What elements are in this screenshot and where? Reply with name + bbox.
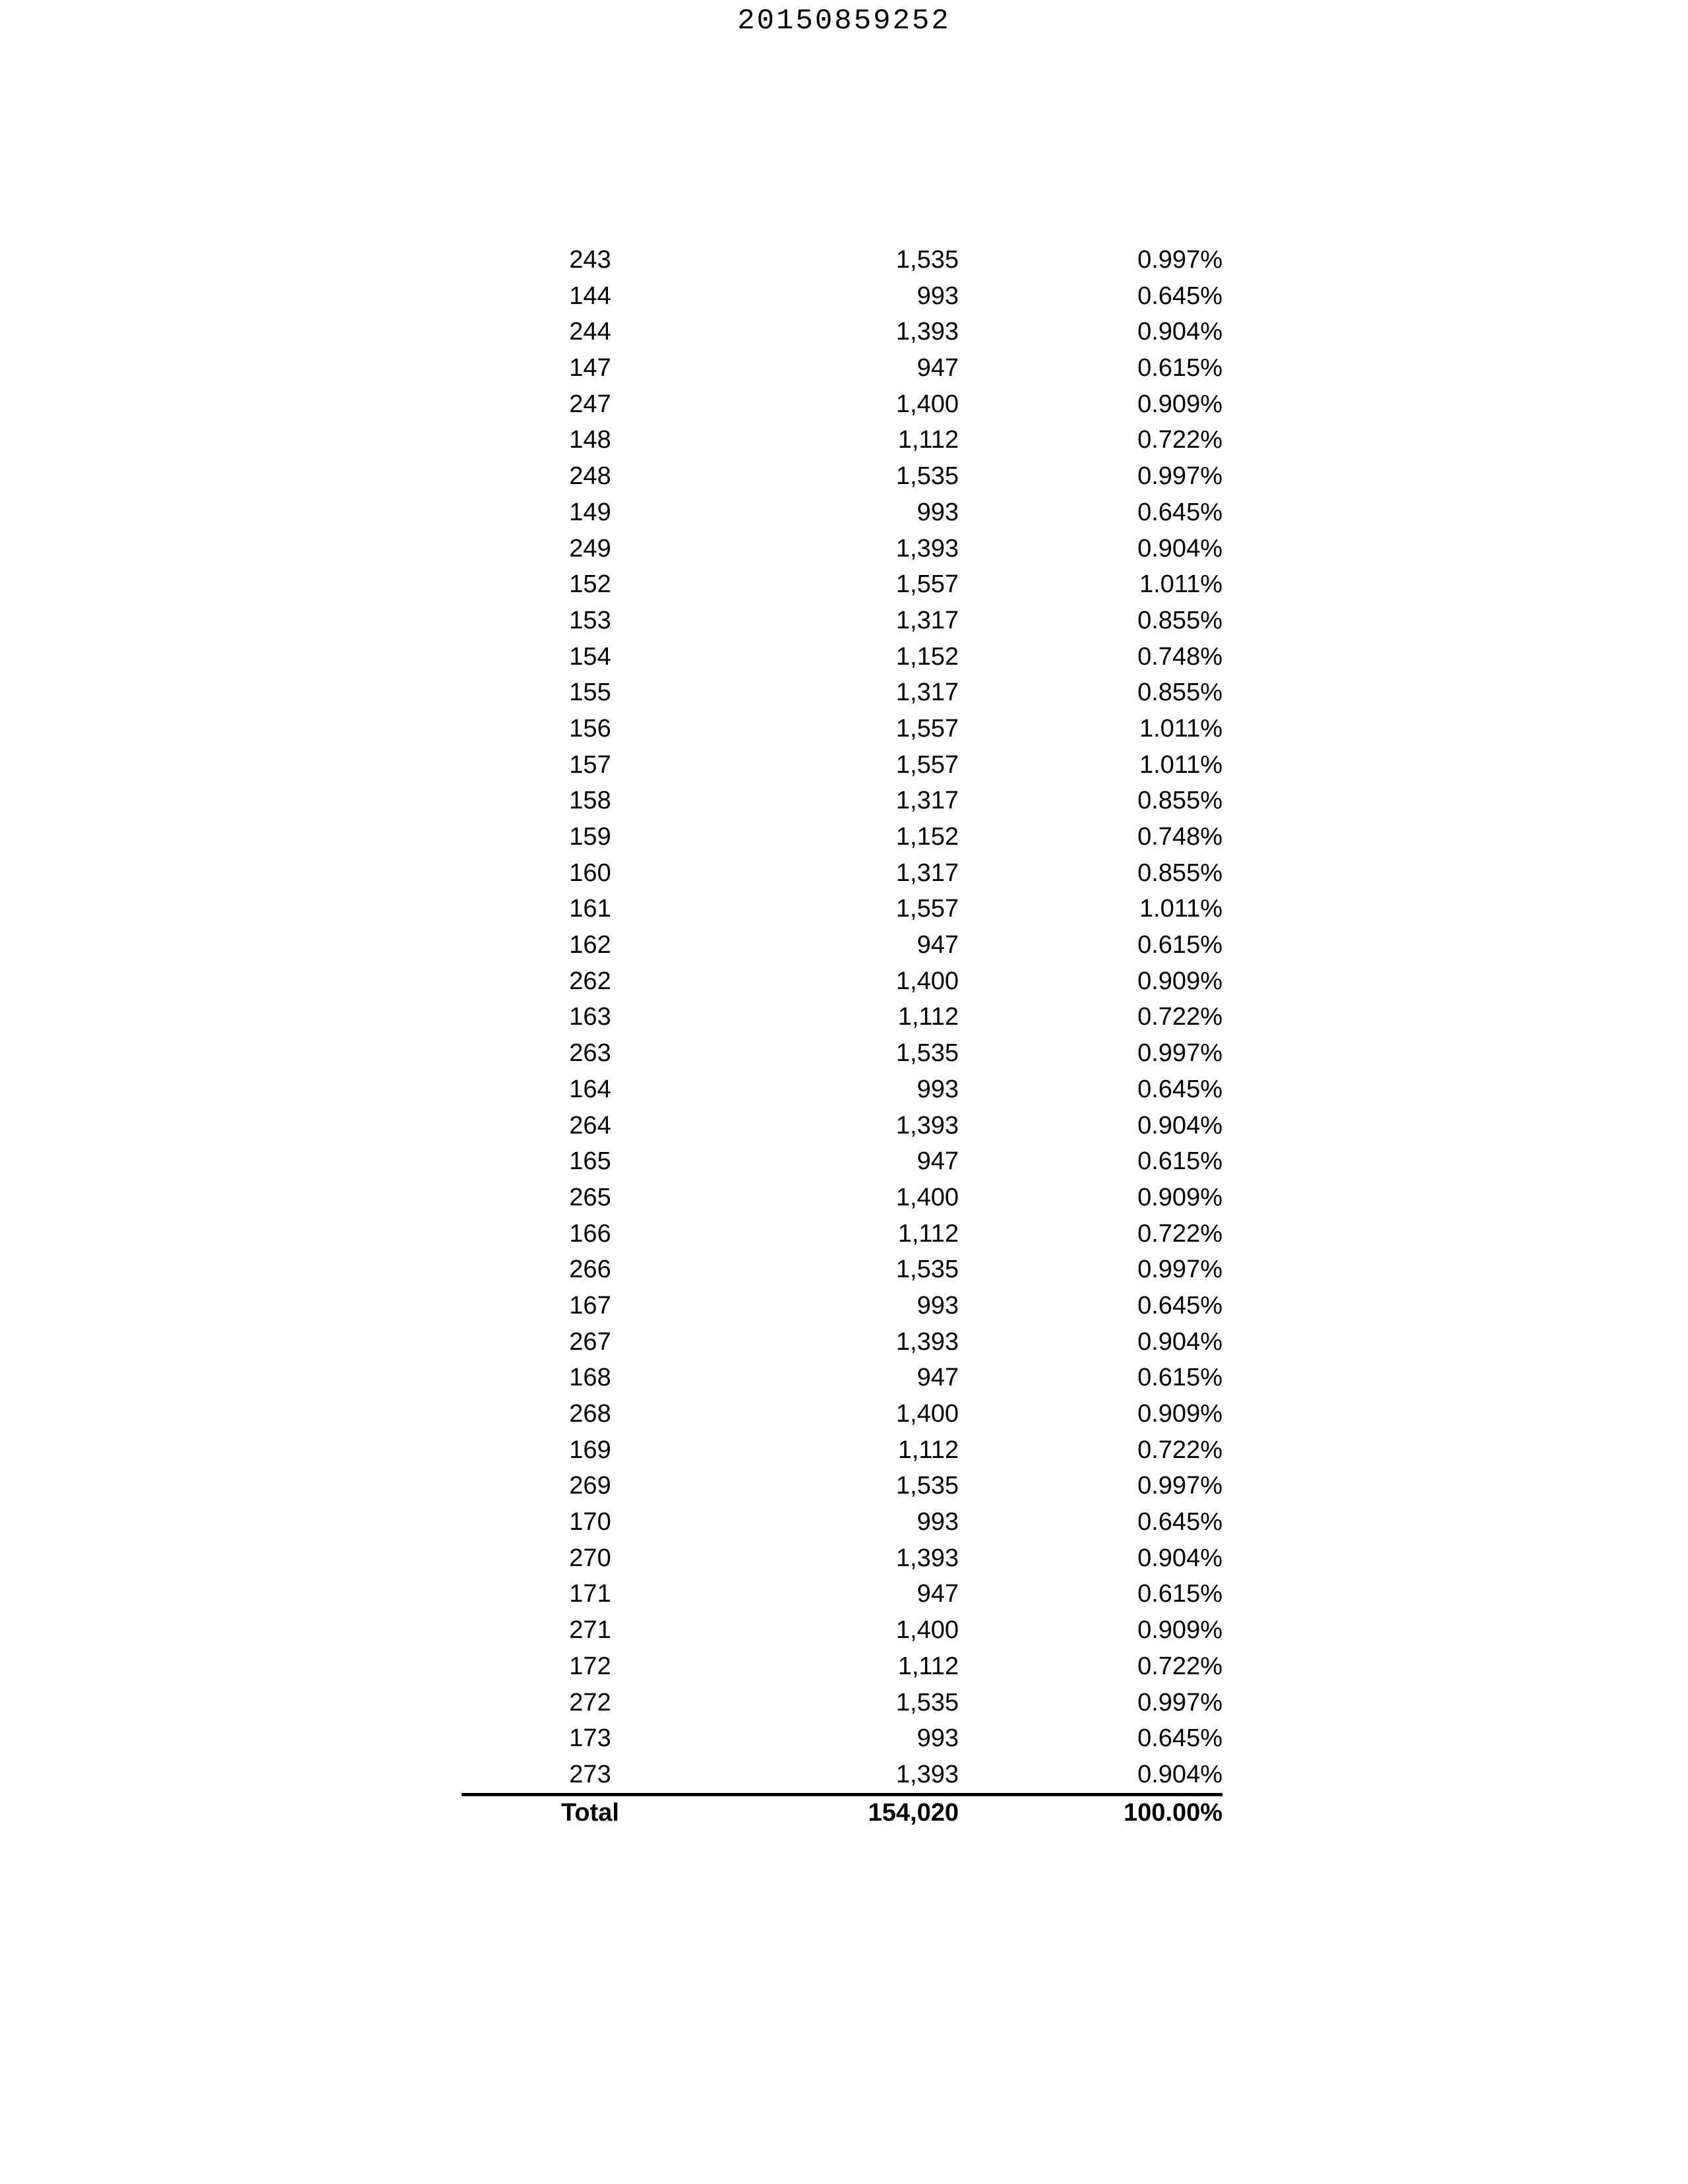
row-value: 1,400 bbox=[895, 1400, 959, 1428]
row-percent: 0.997% bbox=[1137, 246, 1222, 274]
row-percent: 0.722% bbox=[1137, 426, 1222, 454]
row-id: 269 bbox=[569, 1472, 611, 1500]
row-id: 266 bbox=[569, 1256, 611, 1284]
row-value: 1,112 bbox=[897, 1436, 959, 1464]
row-percent: 0.904% bbox=[1137, 1544, 1222, 1572]
row-percent: 0.645% bbox=[1137, 1724, 1222, 1753]
row-value: 1,317 bbox=[895, 679, 959, 707]
row-id: 249 bbox=[569, 534, 611, 562]
row-percent: 0.722% bbox=[1137, 1436, 1222, 1464]
row-percent: 0.722% bbox=[1137, 1652, 1222, 1680]
row-percent: 0.645% bbox=[1137, 1291, 1222, 1320]
row-id: 155 bbox=[569, 679, 611, 707]
row-value: 1,152 bbox=[895, 642, 959, 671]
row-value: 1,535 bbox=[895, 462, 959, 491]
table-row bbox=[462, 458, 1222, 495]
row-id: 157 bbox=[569, 750, 611, 779]
row-id: 152 bbox=[569, 570, 611, 599]
row-percent: 0.855% bbox=[1137, 606, 1222, 634]
row-id: 164 bbox=[569, 1075, 611, 1103]
row-percent: 0.997% bbox=[1137, 1688, 1222, 1716]
row-percent: 0.909% bbox=[1137, 1400, 1222, 1428]
table-row bbox=[462, 855, 1222, 892]
table-row bbox=[462, 1649, 1222, 1685]
row-id: 158 bbox=[569, 787, 611, 815]
row-percent: 1.011% bbox=[1139, 570, 1222, 599]
row-id: 173 bbox=[569, 1724, 611, 1753]
row-value: 1,152 bbox=[895, 823, 959, 851]
row-percent: 1.011% bbox=[1139, 714, 1222, 743]
row-id: 172 bbox=[569, 1652, 611, 1680]
row-value: 1,535 bbox=[895, 1472, 959, 1500]
row-percent: 0.748% bbox=[1137, 642, 1222, 671]
row-value: 1,557 bbox=[895, 714, 959, 743]
table-row bbox=[462, 1396, 1222, 1432]
total-value: 154,020 bbox=[868, 1798, 959, 1827]
row-percent: 0.645% bbox=[1137, 282, 1222, 310]
table-row bbox=[462, 1360, 1222, 1396]
row-id: 144 bbox=[569, 282, 611, 310]
row-percent: 0.722% bbox=[1137, 1219, 1222, 1248]
row-value: 1,400 bbox=[895, 967, 959, 995]
row-id: 243 bbox=[569, 246, 611, 274]
row-id: 262 bbox=[569, 967, 611, 995]
row-value: 1,393 bbox=[895, 1327, 959, 1356]
row-value: 1,317 bbox=[895, 787, 959, 815]
table-row bbox=[462, 495, 1222, 531]
row-id: 265 bbox=[569, 1183, 611, 1211]
row-id: 166 bbox=[569, 1219, 611, 1248]
row-value: 1,535 bbox=[895, 246, 959, 274]
row-value: 1,393 bbox=[895, 1544, 959, 1572]
table-row bbox=[462, 1252, 1222, 1288]
row-value: 1,112 bbox=[897, 426, 959, 454]
row-value: 1,112 bbox=[897, 1003, 959, 1031]
total-label: Total bbox=[561, 1798, 619, 1827]
table-row bbox=[462, 242, 1222, 278]
table-row bbox=[462, 566, 1222, 603]
table-row bbox=[462, 314, 1222, 350]
row-id: 160 bbox=[569, 859, 611, 887]
row-id: 168 bbox=[569, 1364, 611, 1392]
row-id: 149 bbox=[569, 498, 611, 526]
row-id: 163 bbox=[569, 1003, 611, 1031]
row-percent: 0.904% bbox=[1137, 1327, 1222, 1356]
row-value: 993 bbox=[917, 282, 959, 310]
table-row bbox=[462, 1108, 1222, 1144]
row-id: 270 bbox=[569, 1544, 611, 1572]
row-id: 273 bbox=[569, 1760, 611, 1788]
table-row bbox=[462, 1576, 1222, 1612]
row-value: 947 bbox=[917, 1580, 959, 1608]
row-id: 169 bbox=[569, 1436, 611, 1464]
row-id: 162 bbox=[569, 931, 611, 959]
allocation-table bbox=[462, 242, 1222, 1831]
table-row bbox=[462, 891, 1222, 927]
row-value: 1,557 bbox=[895, 750, 959, 779]
row-percent: 0.615% bbox=[1137, 354, 1222, 382]
total-row bbox=[462, 1793, 1222, 1831]
row-value: 1,112 bbox=[897, 1219, 959, 1248]
table-row bbox=[462, 819, 1222, 855]
row-percent: 0.855% bbox=[1137, 859, 1222, 887]
table-row bbox=[462, 999, 1222, 1035]
table-row bbox=[462, 422, 1222, 458]
row-value: 1,535 bbox=[895, 1256, 959, 1284]
row-percent: 1.011% bbox=[1139, 750, 1222, 779]
document-number: 20150859252 bbox=[737, 5, 951, 38]
row-id: 248 bbox=[569, 462, 611, 491]
row-percent: 0.615% bbox=[1137, 1364, 1222, 1392]
row-id: 159 bbox=[569, 823, 611, 851]
table-row bbox=[462, 639, 1222, 675]
row-percent: 0.855% bbox=[1137, 679, 1222, 707]
row-id: 272 bbox=[569, 1688, 611, 1716]
row-value: 1,317 bbox=[895, 606, 959, 634]
row-value: 993 bbox=[917, 498, 959, 526]
table-row bbox=[462, 531, 1222, 567]
table-row bbox=[462, 675, 1222, 711]
table-row bbox=[462, 386, 1222, 423]
row-value: 947 bbox=[917, 354, 959, 382]
row-value: 1,400 bbox=[895, 1183, 959, 1211]
row-percent: 0.997% bbox=[1137, 462, 1222, 491]
table-row bbox=[462, 1504, 1222, 1540]
row-percent: 0.904% bbox=[1137, 534, 1222, 562]
row-percent: 1.011% bbox=[1139, 895, 1222, 923]
row-percent: 0.722% bbox=[1137, 1003, 1222, 1031]
table-row bbox=[462, 1072, 1222, 1108]
row-id: 161 bbox=[569, 895, 611, 923]
row-value: 993 bbox=[917, 1075, 959, 1103]
row-id: 147 bbox=[569, 354, 611, 382]
row-percent: 0.645% bbox=[1137, 1508, 1222, 1536]
row-id: 154 bbox=[569, 642, 611, 671]
row-percent: 0.748% bbox=[1137, 823, 1222, 851]
row-id: 268 bbox=[569, 1400, 611, 1428]
row-value: 1,535 bbox=[895, 1039, 959, 1068]
row-value: 993 bbox=[917, 1508, 959, 1536]
table-row bbox=[462, 1035, 1222, 1072]
row-value: 947 bbox=[917, 931, 959, 959]
row-value: 1,393 bbox=[895, 534, 959, 562]
row-id: 165 bbox=[569, 1147, 611, 1176]
row-id: 171 bbox=[569, 1580, 611, 1608]
row-value: 1,393 bbox=[895, 1760, 959, 1788]
table-row bbox=[462, 350, 1222, 386]
table-row bbox=[462, 783, 1222, 819]
row-id: 170 bbox=[569, 1508, 611, 1536]
table-row bbox=[462, 603, 1222, 639]
row-percent: 0.645% bbox=[1137, 1075, 1222, 1103]
row-value: 947 bbox=[917, 1147, 959, 1176]
row-value: 1,400 bbox=[895, 1616, 959, 1645]
row-id: 167 bbox=[569, 1291, 611, 1320]
row-percent: 0.855% bbox=[1137, 787, 1222, 815]
row-id: 148 bbox=[569, 426, 611, 454]
row-value: 1,393 bbox=[895, 318, 959, 346]
row-percent: 0.997% bbox=[1137, 1256, 1222, 1284]
row-percent: 0.615% bbox=[1137, 931, 1222, 959]
row-percent: 0.904% bbox=[1137, 1760, 1222, 1788]
row-id: 244 bbox=[569, 318, 611, 346]
row-percent: 0.997% bbox=[1137, 1039, 1222, 1068]
row-percent: 0.909% bbox=[1137, 1183, 1222, 1211]
table-row bbox=[462, 1685, 1222, 1721]
table-row bbox=[462, 711, 1222, 747]
row-percent: 0.904% bbox=[1137, 318, 1222, 346]
row-value: 993 bbox=[917, 1291, 959, 1320]
row-percent: 0.615% bbox=[1137, 1580, 1222, 1608]
row-value: 947 bbox=[917, 1364, 959, 1392]
table-row bbox=[462, 1143, 1222, 1180]
table-row bbox=[462, 1612, 1222, 1649]
table-body bbox=[462, 242, 1222, 1793]
row-value: 1,393 bbox=[895, 1111, 959, 1139]
row-percent: 0.615% bbox=[1137, 1147, 1222, 1176]
row-value: 1,535 bbox=[895, 1688, 959, 1716]
row-percent: 0.997% bbox=[1137, 1472, 1222, 1500]
row-id: 156 bbox=[569, 714, 611, 743]
total-percent: 100.00% bbox=[1123, 1798, 1222, 1827]
row-id: 263 bbox=[569, 1039, 611, 1068]
table-row bbox=[462, 1468, 1222, 1504]
row-percent: 0.909% bbox=[1137, 390, 1222, 418]
table-row bbox=[462, 1180, 1222, 1216]
row-percent: 0.904% bbox=[1137, 1111, 1222, 1139]
row-id: 153 bbox=[569, 606, 611, 634]
table-row bbox=[462, 1720, 1222, 1757]
row-id: 271 bbox=[569, 1616, 611, 1645]
table-row bbox=[462, 1757, 1222, 1793]
table-row bbox=[462, 747, 1222, 783]
row-value: 1,317 bbox=[895, 859, 959, 887]
row-percent: 0.909% bbox=[1137, 967, 1222, 995]
row-value: 1,557 bbox=[895, 570, 959, 599]
table-row bbox=[462, 1540, 1222, 1577]
row-percent: 0.909% bbox=[1137, 1616, 1222, 1645]
row-value: 1,400 bbox=[895, 390, 959, 418]
table-row bbox=[462, 963, 1222, 1000]
table-row bbox=[462, 1432, 1222, 1469]
row-value: 1,112 bbox=[897, 1652, 959, 1680]
table-row bbox=[462, 1288, 1222, 1324]
row-id: 267 bbox=[569, 1327, 611, 1356]
table-row bbox=[462, 927, 1222, 963]
table-row bbox=[462, 1324, 1222, 1360]
row-percent: 0.645% bbox=[1137, 498, 1222, 526]
row-id: 264 bbox=[569, 1111, 611, 1139]
row-value: 993 bbox=[917, 1724, 959, 1753]
row-value: 1,557 bbox=[895, 895, 959, 923]
table-row bbox=[462, 1216, 1222, 1252]
table-row bbox=[462, 278, 1222, 315]
row-id: 247 bbox=[569, 390, 611, 418]
